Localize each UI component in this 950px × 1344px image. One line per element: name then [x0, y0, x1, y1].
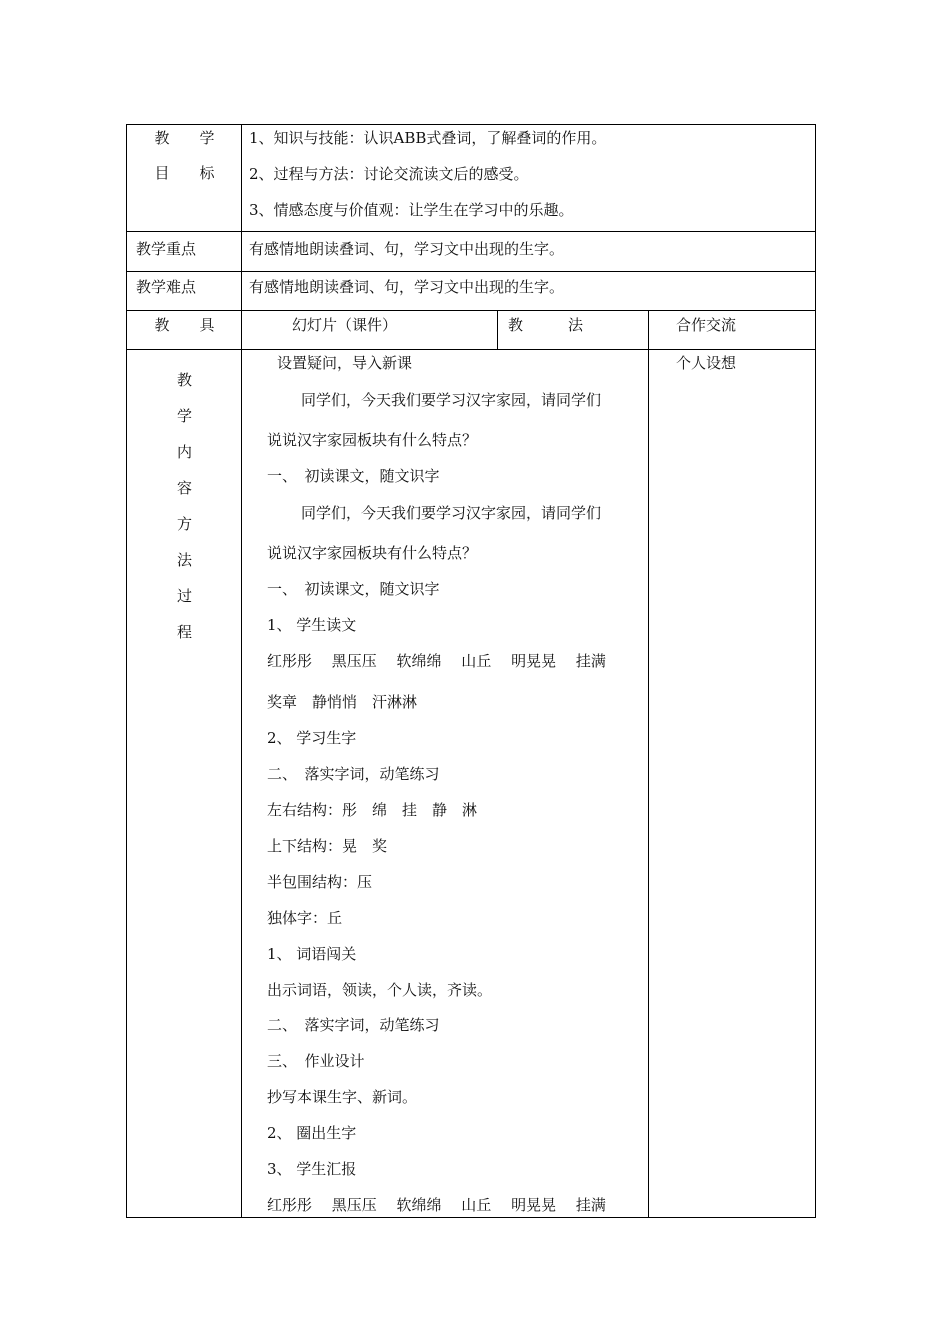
side-note: 个人设想 [676, 354, 737, 372]
method-label: 教 法 [508, 316, 584, 334]
objective-line: 1、知识与技能：认识ABB式叠词，了解叠词的作用。 [249, 129, 607, 147]
process-label-char: 过 [177, 587, 193, 605]
table-border-right [815, 124, 816, 1218]
row-divider [126, 349, 816, 350]
process-line: 设置疑问，导入新课 [277, 354, 413, 372]
process-line: 红彤彤 黑压压 软绵绵 山丘 明晃晃 挂满 [267, 652, 606, 670]
process-line: 1、 词语闯关 [267, 945, 357, 963]
table-border-left [126, 124, 127, 1218]
process-label-char: 程 [177, 623, 193, 641]
objectives-label-top: 教 学 [154, 129, 215, 147]
method-value: 合作交流 [676, 316, 737, 334]
process-line: 2、 圈出生字 [267, 1124, 357, 1142]
process-label-char: 容 [177, 479, 193, 497]
process-line: 一、 初读课文，随文识字 [267, 580, 440, 598]
process-line: 独体字：丘 [267, 909, 343, 927]
process-line: 3、 学生汇报 [267, 1160, 357, 1178]
process-line: 红彤彤 黑压压 软绵绵 山丘 明晃晃 挂满 [267, 1196, 606, 1214]
process-line: 1、 学生读文 [267, 616, 357, 634]
difficulties-label: 教学难点 [136, 278, 197, 296]
process-label-char: 教 [177, 371, 193, 389]
column-divider [648, 310, 649, 1218]
row-divider [126, 231, 816, 232]
column-divider [241, 124, 242, 1218]
process-line: 说说汉字家园板块有什么特点？ [267, 544, 478, 562]
process-line: 上下结构：晃 奖 [267, 837, 388, 855]
process-line: 二、 落实字词，动笔练习 [267, 765, 440, 783]
process-line: 奖章 静悄悄 汗淋淋 [267, 693, 418, 711]
process-line: 左右结构：彤 绵 挂 静 淋 [267, 801, 478, 819]
process-line: 三、 作业设计 [267, 1052, 365, 1070]
process-line: 出示词语，领读，个人读，齐读。 [267, 981, 493, 999]
process-label-char: 方 [177, 515, 193, 533]
tools-label: 教 具 [154, 316, 215, 334]
process-line: 说说汉字家园板块有什么特点？ [267, 431, 478, 449]
process-label-char: 法 [177, 551, 193, 569]
key-points-value: 有感情地朗读叠词、句，学习文中出现的生字。 [249, 240, 565, 258]
difficulties-value: 有感情地朗读叠词、句，学习文中出现的生字。 [249, 278, 565, 296]
row-divider [126, 310, 816, 311]
process-line: 半包围结构：压 [267, 873, 373, 891]
table-border-top [126, 124, 816, 125]
process-label-char: 内 [177, 443, 193, 461]
row-divider [126, 271, 816, 272]
process-line: 二、 落实字词，动笔练习 [267, 1016, 440, 1034]
objective-line: 3、情感态度与价值观：让学生在学习中的乐趣。 [249, 201, 574, 219]
process-line: 一、 初读课文，随文识字 [267, 467, 440, 485]
objectives-label-bottom: 目 标 [154, 164, 215, 182]
tools-value: 幻灯片（课件） [292, 316, 398, 334]
process-line: 同学们，今天我们要学习汉字家园，请同学们 [301, 504, 602, 522]
process-line: 同学们，今天我们要学习汉字家园，请同学们 [301, 391, 602, 409]
process-line: 2、 学习生字 [267, 729, 357, 747]
column-divider [497, 310, 498, 350]
process-line: 抄写本课生字、新词。 [267, 1088, 418, 1106]
table-border-bottom [126, 1217, 816, 1218]
objective-line: 2、过程与方法：讨论交流读文后的感受。 [249, 165, 529, 183]
process-label-char: 学 [177, 407, 193, 425]
key-points-label: 教学重点 [136, 240, 197, 258]
